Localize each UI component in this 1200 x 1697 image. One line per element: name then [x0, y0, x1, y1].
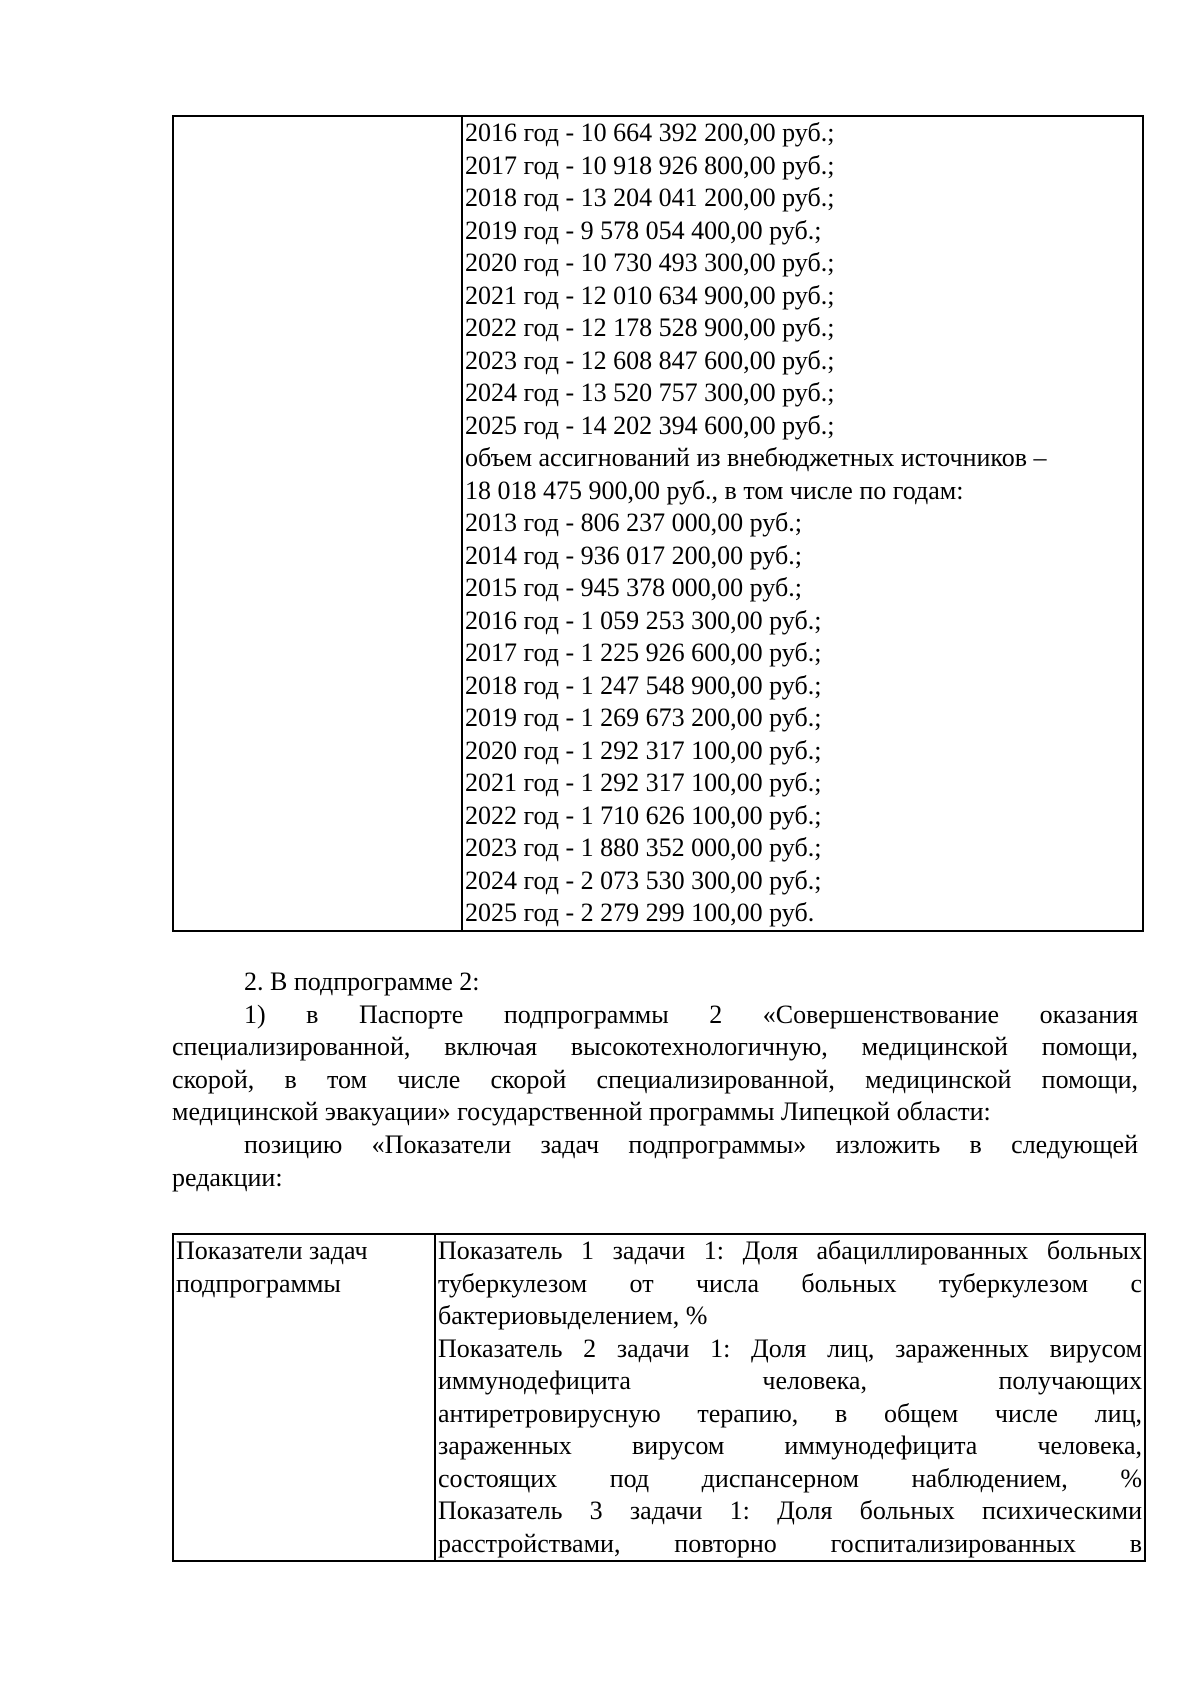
indicator-line: состоящих под диспансерном наблюдением, %: [438, 1463, 1142, 1493]
funding-line: 2023 год - 1 880 352 000,00 руб.;: [465, 833, 822, 862]
funding-line: 2021 год - 12 010 634 900,00 руб.;: [465, 280, 835, 310]
table-row: [173, 116, 1143, 931]
funding-line: 2018 год - 13 204 041 200,00 руб.;: [465, 183, 835, 212]
funding-line: 2016 год - 1 059 253 300,00 руб.;: [465, 605, 822, 635]
indicator-line: туберкулезом от числа больных туберкулезом с: [438, 1268, 1142, 1298]
body-text: [172, 966, 1138, 1194]
funding-line: 2020 год - 1 292 317 100,00 руб.;: [465, 735, 822, 765]
table-row: [173, 1234, 1145, 1561]
indicator-line: иммунодефицита человека, получающих: [438, 1366, 1142, 1395]
funding-line: 2017 год - 1 225 926 600,00 руб.;: [465, 638, 822, 667]
funding-line: 2019 год - 1 269 673 200,00 руб.;: [465, 703, 822, 732]
indicators-values-cell: [435, 1234, 1145, 1561]
funding-line: 2016 год - 10 664 392 200,00 руб.;: [465, 118, 835, 147]
funding-line: 2015 год - 945 378 000,00 руб.;: [465, 573, 802, 602]
indicator-line: расстройствами, повторно госпитализированных в: [438, 1528, 1142, 1558]
funding-label-cell: [173, 116, 462, 931]
funding-line: 2018 год - 1 247 548 900,00 руб.;: [465, 670, 822, 700]
funding-line: 2024 год - 13 520 757 300,00 руб.;: [465, 378, 835, 407]
paragraph-subprogram-2: 2. В подпрограмме 2:: [244, 967, 480, 996]
indicator-line: антиретровирусную терапию, в общем числе лиц,: [438, 1398, 1142, 1428]
indicator-line: Показатель 3 задачи 1: Доля больных психическими: [438, 1496, 1142, 1525]
label-line: подпрограммы: [176, 1268, 341, 1298]
funding-line: 2020 год - 10 730 493 300,00 руб.;: [465, 248, 835, 277]
funding-values-cell: [462, 116, 1143, 931]
paragraph-position: [172, 1129, 1138, 1194]
paragraph-passport: [172, 999, 1138, 1032]
funding-line: 2022 год - 1 710 626 100,00 руб.;: [465, 800, 822, 830]
funding-line: 2025 год - 14 202 394 600,00 руб.;: [465, 410, 835, 440]
funding-table: [172, 115, 1144, 932]
funding-line: 2023 год - 12 608 847 600,00 руб.;: [465, 345, 835, 375]
funding-line: 18 018 475 900,00 руб., в том числе по годам:: [465, 475, 964, 505]
indicator-line: бактериовыделением, %: [438, 1301, 708, 1330]
paragraph-passport-cont: [172, 1031, 1138, 1129]
indicators-label-cell: [173, 1234, 435, 1561]
paragraph-line: специализированной, включая высокотехнологичную, медицинской помощи,: [172, 1032, 1138, 1062]
indicators-table: [172, 1233, 1146, 1562]
paragraph-line: редакции:: [172, 1162, 283, 1192]
funding-line: 2025 год - 2 279 299 100,00 руб.: [465, 898, 815, 927]
funding-line: 2014 год - 936 017 200,00 руб.;: [465, 540, 802, 570]
indicator-line: зараженных вирусом иммунодефицита человека,: [438, 1431, 1142, 1460]
funding-line: 2017 год - 10 918 926 800,00 руб.;: [465, 150, 835, 180]
paragraph-line: медицинской эвакуации» государственной программы Липецкой области:: [172, 1097, 991, 1127]
funding-line: 2013 год - 806 237 000,00 руб.;: [465, 508, 802, 537]
indicator-line: Показатель 1 задачи 1: Доля абациллированных больных: [438, 1236, 1142, 1265]
funding-line: 2022 год - 12 178 528 900,00 руб.;: [465, 313, 835, 342]
funding-line: 2019 год - 9 578 054 400,00 руб.;: [465, 215, 822, 245]
label-line: Показатели задач: [176, 1236, 368, 1265]
paragraph-line: 1) в Паспорте подпрограммы 2 «Совершенствование оказания: [244, 999, 1138, 1029]
paragraph-line: скорой, в том числе скорой специализированной, медицинской помощи,: [172, 1064, 1138, 1094]
indicator-line: Показатель 2 задачи 1: Доля лиц, зараженных вирусом: [438, 1333, 1142, 1363]
funding-line: 2021 год - 1 292 317 100,00 руб.;: [465, 768, 822, 797]
paragraph-line: позицию «Показатели задач подпрограммы» изложить в следующей: [244, 1129, 1138, 1159]
funding-line: 2024 год - 2 073 530 300,00 руб.;: [465, 865, 822, 895]
funding-line: объем ассигнований из внебюджетных источников –: [465, 443, 1047, 472]
